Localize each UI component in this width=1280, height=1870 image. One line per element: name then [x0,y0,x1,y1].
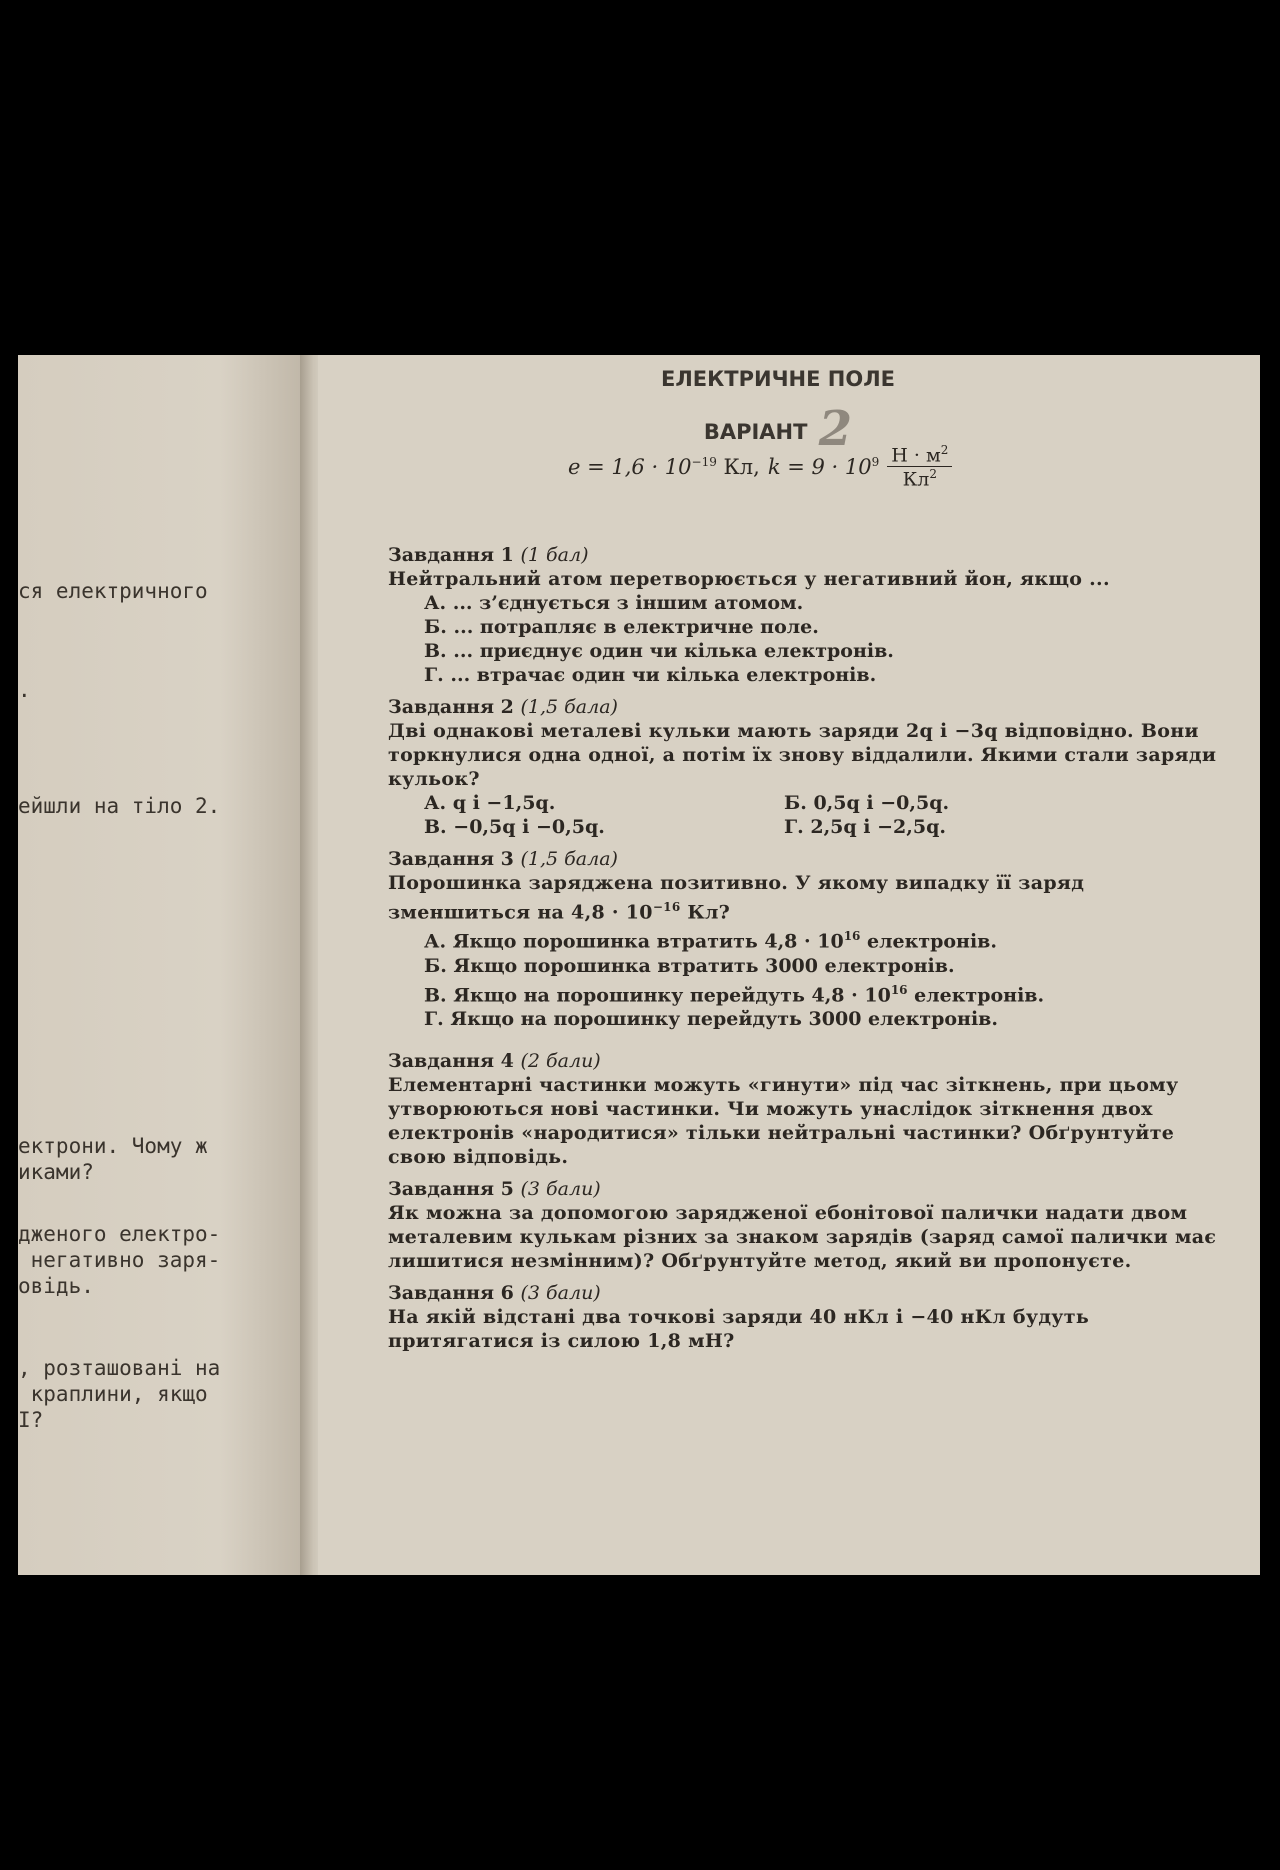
left-fragment: ся електричного [18,579,208,603]
task-question: Як можна за допомогою зарядженої ебонітової палички надати двом металевим кулькам різних за знаком зарядів (заряд самої палички має лишитися незмінним)? Обґрунтуйте метод, який ви пропонуєте. [388,1201,1217,1272]
task [388,1281,1228,1353]
tasks-list [388,543,1228,1361]
book-photo [18,355,1260,1575]
page-title: ЕЛЕКТРИЧНЕ ПОЛЕ [660,367,895,391]
answer-option: Б. ... потрапляє в електричне поле. [424,616,819,638]
task-heading: Завдання 4 (2 бали) [388,1049,601,1072]
task-heading: Завдання 2 (1,5 бала) [388,696,618,718]
answer-options-grid [424,791,1228,839]
constant-k: $k = 9 \cdot 10^9$ [767,454,880,479]
task [388,1177,1228,1273]
task [388,543,1228,687]
task-heading: Завдання 6 (3 бали) [388,1281,601,1304]
left-fragment: негативно заря- [18,1248,221,1272]
right-page [318,355,1260,1575]
left-fragment: овідь. [18,1274,94,1298]
task-question: Порошинка заряджена позитивно. У якому випадку її заряд зменшиться на $4,8 \cdot 10^{-16}$ Кл? [388,872,1085,924]
physical-constants [568,443,952,491]
answer-option: Г. ... втрачає один чи кілька електронів. [424,664,877,686]
answer-option: Г. 2,5q і −2,5q. [784,816,947,838]
answer-option: Г. Якщо на порошинку перейдуть 3000 електронів. [424,1007,998,1030]
answer-option: В. Якщо на порошинку перейдуть $4,8 \cdot 10^{16}$ електронів. [424,982,1045,1006]
answer-option: В. −0,5q і −0,5q. [424,816,605,838]
left-fragment: иками? [18,1160,94,1184]
left-fragment: дженого електро- [18,1222,221,1246]
task-question: Нейтральний атом перетворюється у негативний йон, якщо ... [388,568,1110,590]
answer-option: В. ... приєднує один чи кілька електронів. [424,640,894,662]
task-heading: Завдання 5 (3 бали) [388,1177,601,1200]
left-fragment: . [18,678,31,702]
variant-label: ВАРІАНТ [703,420,808,444]
left-page [18,355,306,1575]
task-question: Дві однакові металеві кульки мають заряди 2q і −3q відповідно. Вони торкнулися одна одної, а потім їх знову віддалили. Якими стали заряди кульок? [388,720,1217,790]
unit-fraction: $\frac{Н \cdot м^2}{Кл^2}$ [887,443,952,491]
task [388,847,1228,1031]
answer-option: А. q і −1,5q. [424,792,556,814]
task-heading: Завдання 3 (1,5 бала) [388,848,618,870]
task-question: На якій відстані два точкові заряди 40 нКл і −40 нКл будуть притягатися із силою 1,8 мН? [388,1305,1090,1352]
task [388,695,1228,839]
answer-option: Б. Якщо порошинка втратить 3000 електронів. [424,954,955,977]
answer-option: А. Якщо порошинка втратить $4,8 \cdot 10^{16}$ електронів. [424,929,997,953]
constant-e: $e = 1,6 \cdot 10^{-19}$ Кл, [568,454,760,479]
left-fragment: , розташовані на [18,1356,221,1380]
left-fragment: ейшли на тіло 2. [18,794,221,818]
answer-option: А. ... з’єднується з іншим атомом. [424,592,804,614]
left-fragment: краплини, якщо [18,1382,208,1406]
task [388,1049,1228,1169]
variant-number: 2 [818,401,853,457]
task-question: Елементарні частинки можуть «гинути» під час зіткнень, при цьому утворюються нові частинки. Чи можуть унаслідок зіткнення двох електронів «народитися» тільки нейтральні частинки? Обґрунтуйте свою відповідь. [388,1073,1179,1168]
task-heading: Завдання 1 (1 бал) [388,544,589,566]
answer-option: Б. 0,5q і −0,5q. [784,792,950,814]
left-fragment: І? [18,1408,44,1432]
left-fragment: ектрони. Чому ж [18,1134,208,1158]
